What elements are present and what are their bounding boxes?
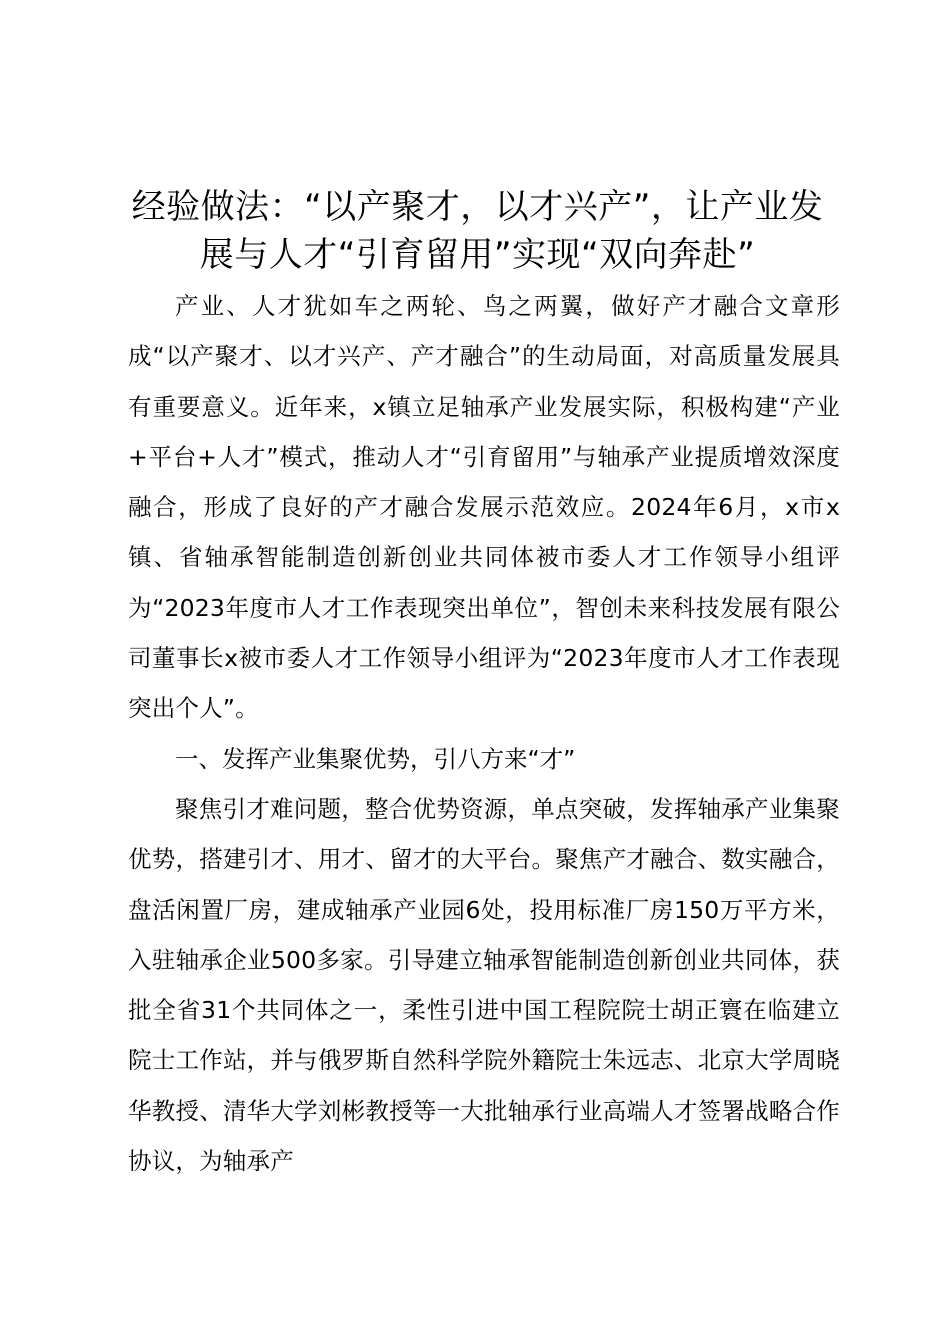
document-body — [128, 281, 840, 1186]
intro-paragraph: 产业、人才犹如车之两轮、鸟之两翼，做好产才融合文章形成“以产聚才、以才兴产、产才融合”的生动局面，对高质量发展具有重要意义。近年来，x镇立足轴承产业发展实际，积极构建“产业+平台+人才”模式，推动人才“引育留用”与轴承产业提质增效深度融合，形成了良好的产才融合发展示范效应。2024年6月，x市x镇、省轴承智能制造创新创业共同体被市委人才工作领导小组评为“2023年度市人才工作表现突出单位”，智创未来科技发展有限公司董事长x被市委人才工作领导小组评为“2023年度市人才工作表现突出个人”。 — [128, 292, 840, 723]
document-title: 经验做法：“以产聚才，以才兴产”，让产业发展与人才“引育留用”实现“双向奔赴” — [131, 187, 824, 275]
section-paragraph: 聚焦引才难问题，整合优势资源，单点突破，发挥轴承产业集聚优势，搭建引才、用才、留才的大平台。聚焦产才融合、数实融合，盘活闲置厂房，建成轴承产业园6处，投用标准厂房150万平方米，入驻轴承企业500多家。引导建立轴承智能制造创新创业共同体，获批全省31个共同体之一，柔性引进中国工程院院士胡正寰在临建立院士工作站，并与俄罗斯自然科学院外籍院士朱远志、北京大学周晓华教授、清华大学刘彬教授等一大批轴承行业高端人才签署战略合作协议，为轴承产 — [128, 794, 840, 1176]
section-heading: 一、发挥产业集聚优势，引八方来“才” — [175, 744, 576, 773]
